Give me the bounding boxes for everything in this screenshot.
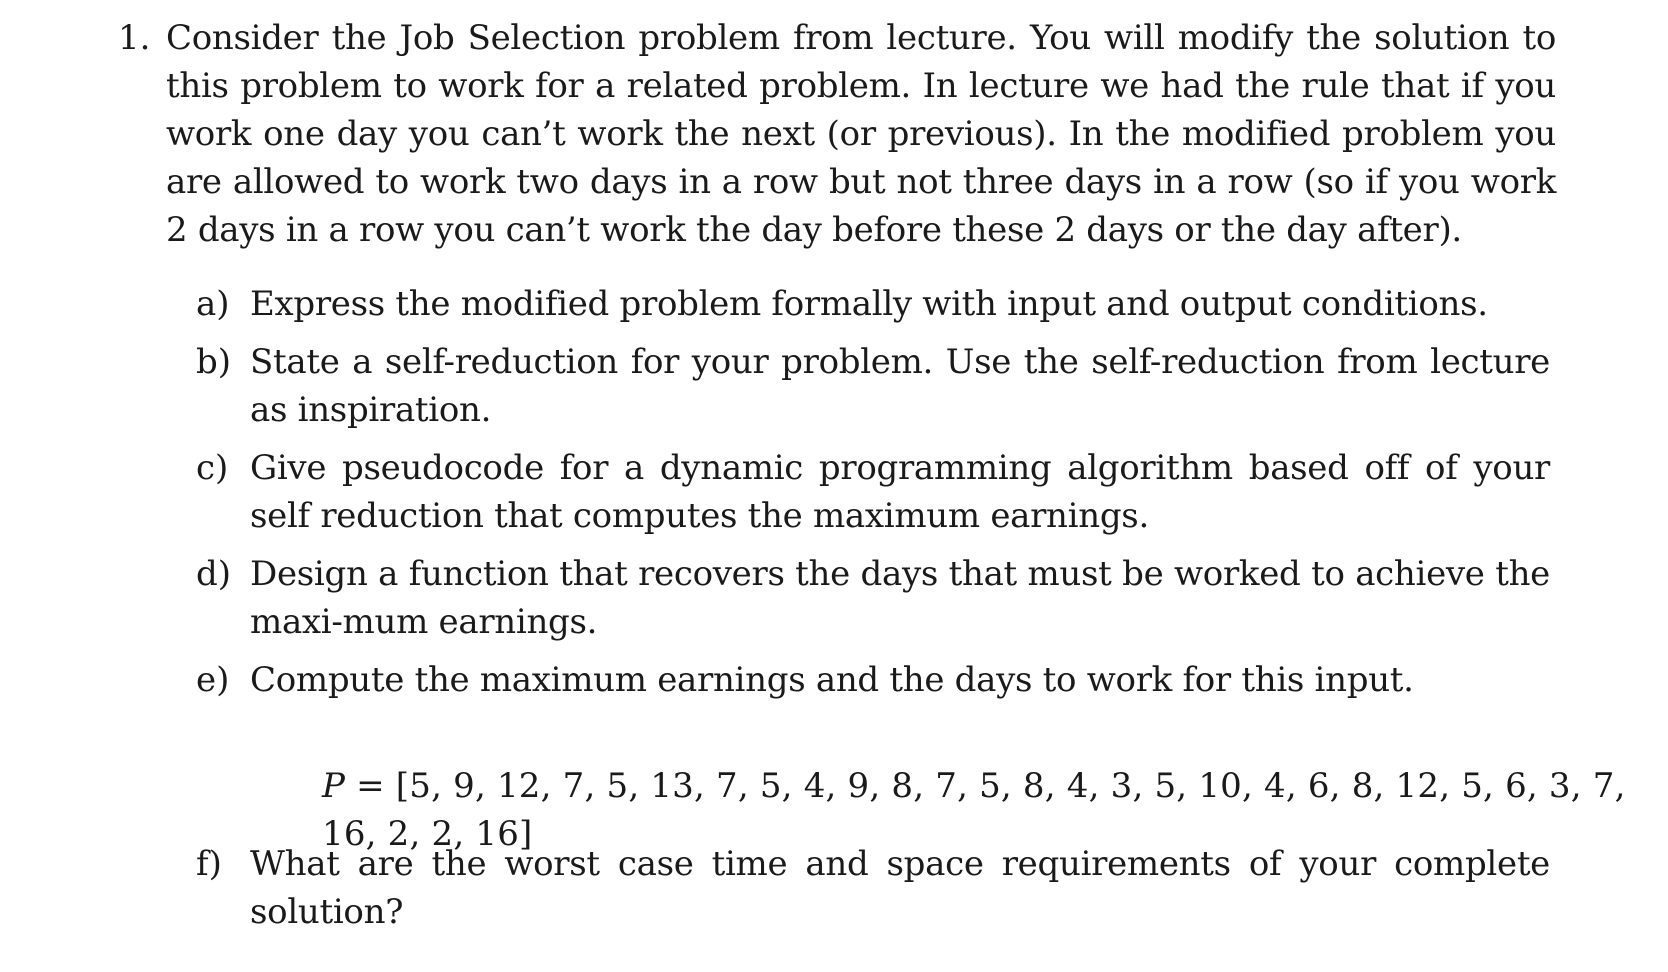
subpart-letter: f) (196, 844, 222, 884)
subpart-text: Express the modified problem formally with input and output conditions. (250, 284, 1488, 324)
subpart-text: State a self-reduction for your problem. Use the self-reduction from lecture as inspiration. (250, 342, 1550, 430)
subpart-letter: d) (196, 554, 232, 594)
input-formula (322, 762, 1668, 858)
subpart-text: Give pseudocode for a dynamic programming algorithm based off of your self reduction that computes the maximum earnings. (250, 448, 1550, 536)
subpart-text: What are the worst case time and space requirements of your complete solution? (250, 844, 1550, 932)
subpart-letter: a) (196, 284, 230, 324)
problem-statement: Consider the Job Selection problem from lecture. You will modify the solution to this problem to work for a related problem. In lecture we had the rule that if you work one day you can’t work the next (or previous). In the modified problem you are allowed to work two days in a row but not three days in a row (so if you work 2 days in a row you can’t work the day before these 2 days or the day after). (166, 18, 1556, 250)
subpart-text: Compute the maximum earnings and the days to work for this input. (250, 660, 1414, 700)
subpart-letter: c) (196, 448, 229, 488)
subpart-letter: e) (196, 660, 230, 700)
formula-equals: = (345, 766, 396, 806)
formula-values: [5, 9, 12, 7, 5, 13, 7, 5, 4, 9, 8, 7, 5, 8, 4, 3, 5, 10, 4, 6, 8, 12, 5, 6, 3, 7, 16, 2, 2, 16] (322, 766, 1626, 854)
subpart-letter: b) (196, 342, 232, 382)
problem-number: 1. (118, 18, 151, 58)
subpart-text: Design a function that recovers the days that must be worked to achieve the maxi-mum earnings. (250, 554, 1550, 642)
formula-variable: P (322, 766, 346, 806)
